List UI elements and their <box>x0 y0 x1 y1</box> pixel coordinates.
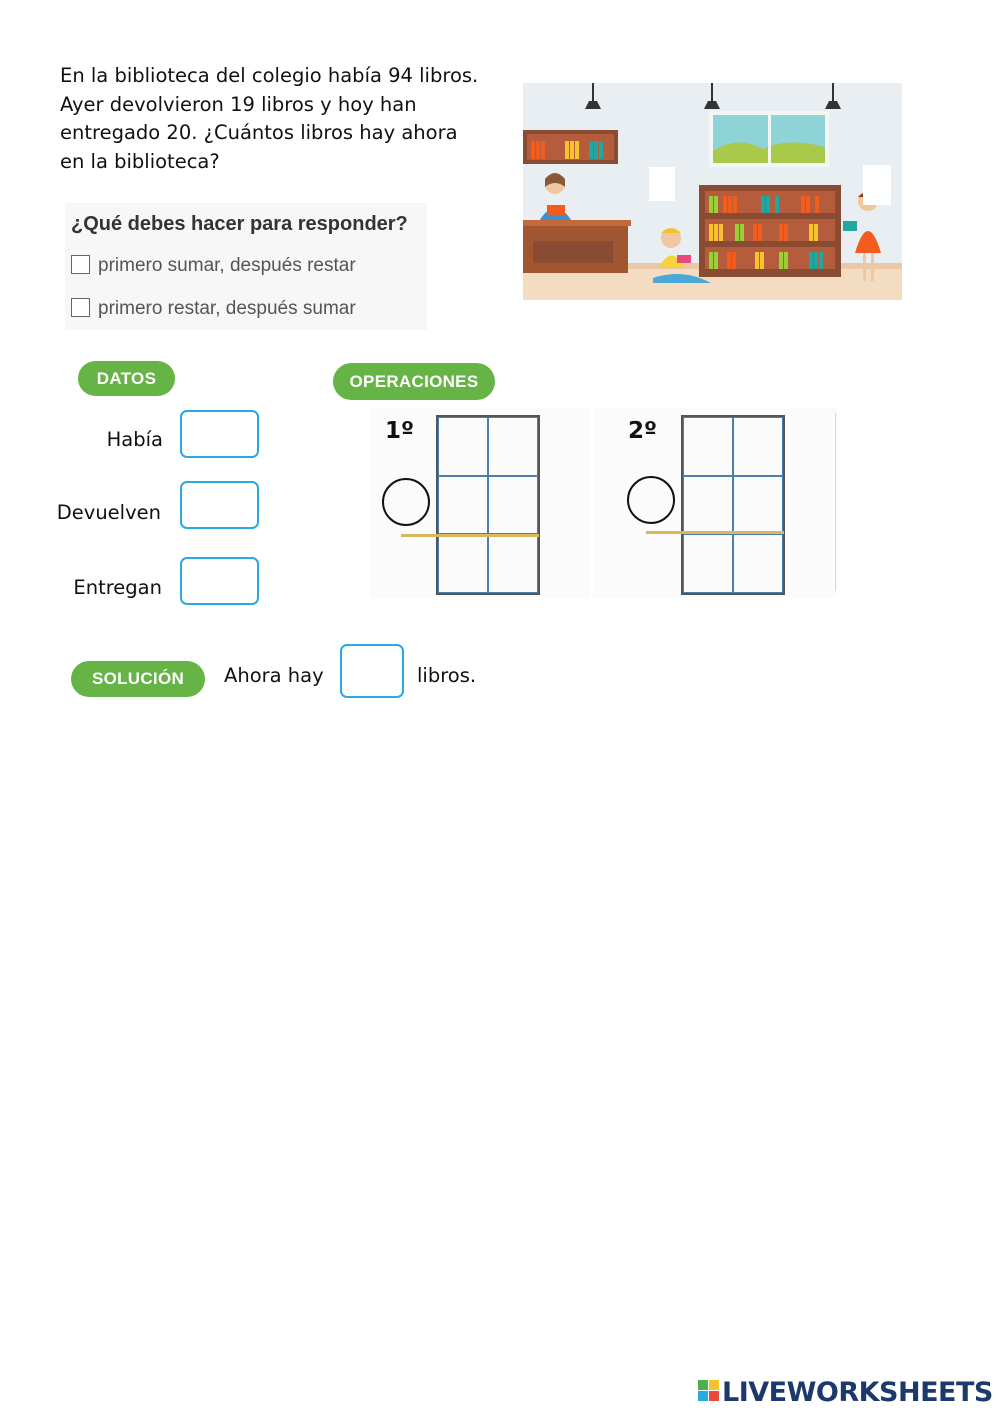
question-card <box>65 203 427 330</box>
operaciones-badge: OPERACIONES <box>333 363 495 400</box>
library-illustration <box>523 83 902 300</box>
solucion-badge: SOLUCIÓN <box>71 661 205 697</box>
step-number: 2º <box>628 418 657 444</box>
input-entregan[interactable] <box>180 557 259 605</box>
operation-1-panel <box>370 408 590 598</box>
option-label: primero restar, después sumar <box>98 298 356 319</box>
grid-cell[interactable] <box>683 417 733 476</box>
datos-badge: DATOS <box>78 361 175 396</box>
input-solucion[interactable] <box>340 644 404 698</box>
operation-grid[interactable] <box>681 415 785 595</box>
brand-name: LIVEWORKSHEETS <box>722 1377 993 1408</box>
option-sum-then-subtract[interactable] <box>71 255 356 281</box>
grid-cell[interactable] <box>733 534 783 593</box>
solution-suffix: libros. <box>417 664 477 687</box>
operator-circle[interactable] <box>627 476 675 524</box>
step-number: 1º <box>385 418 414 444</box>
problem-line: Ayer devolvieron 19 libros y hoy han <box>60 92 417 116</box>
sum-line <box>646 531 784 534</box>
problem-statement <box>60 62 490 176</box>
sum-line <box>401 534 539 537</box>
label-habia: Había <box>106 428 163 451</box>
grid-cell[interactable] <box>488 476 538 535</box>
liveworksheets-logo-icon <box>697 1376 721 1410</box>
question-title: ¿Qué debes hacer para responder? <box>71 213 408 235</box>
grid-cell[interactable] <box>438 417 488 476</box>
grid-cell[interactable] <box>438 534 488 593</box>
label-entregan: Entregan <box>73 576 162 599</box>
checkbox-sum-then-subtract[interactable] <box>71 255 90 274</box>
grid-cell[interactable] <box>733 476 783 535</box>
input-devuelven[interactable] <box>180 481 259 529</box>
grid-cell[interactable] <box>488 417 538 476</box>
grid-cell[interactable] <box>683 476 733 535</box>
problem-line: en la biblioteca? <box>60 149 220 173</box>
operator-circle[interactable] <box>382 478 430 526</box>
option-subtract-then-sum[interactable] <box>71 298 356 324</box>
option-label: primero sumar, después restar <box>98 255 356 276</box>
problem-line: entregado 20. ¿Cuántos libros hay ahora <box>60 121 458 144</box>
checkbox-subtract-then-sum[interactable] <box>71 298 90 317</box>
grid-cell[interactable] <box>683 534 733 593</box>
label-devuelven: Devuelven <box>56 501 161 524</box>
grid-cell[interactable] <box>733 417 783 476</box>
operation-2-panel <box>593 408 837 598</box>
grid-cell[interactable] <box>438 476 488 535</box>
solution-prefix: Ahora hay <box>224 664 324 687</box>
grid-cell[interactable] <box>488 534 538 593</box>
operation-grid[interactable] <box>436 415 540 595</box>
divider <box>835 413 836 591</box>
problem-line: En la biblioteca del colegio había 94 libros. <box>60 64 479 87</box>
input-habia[interactable] <box>180 410 259 458</box>
